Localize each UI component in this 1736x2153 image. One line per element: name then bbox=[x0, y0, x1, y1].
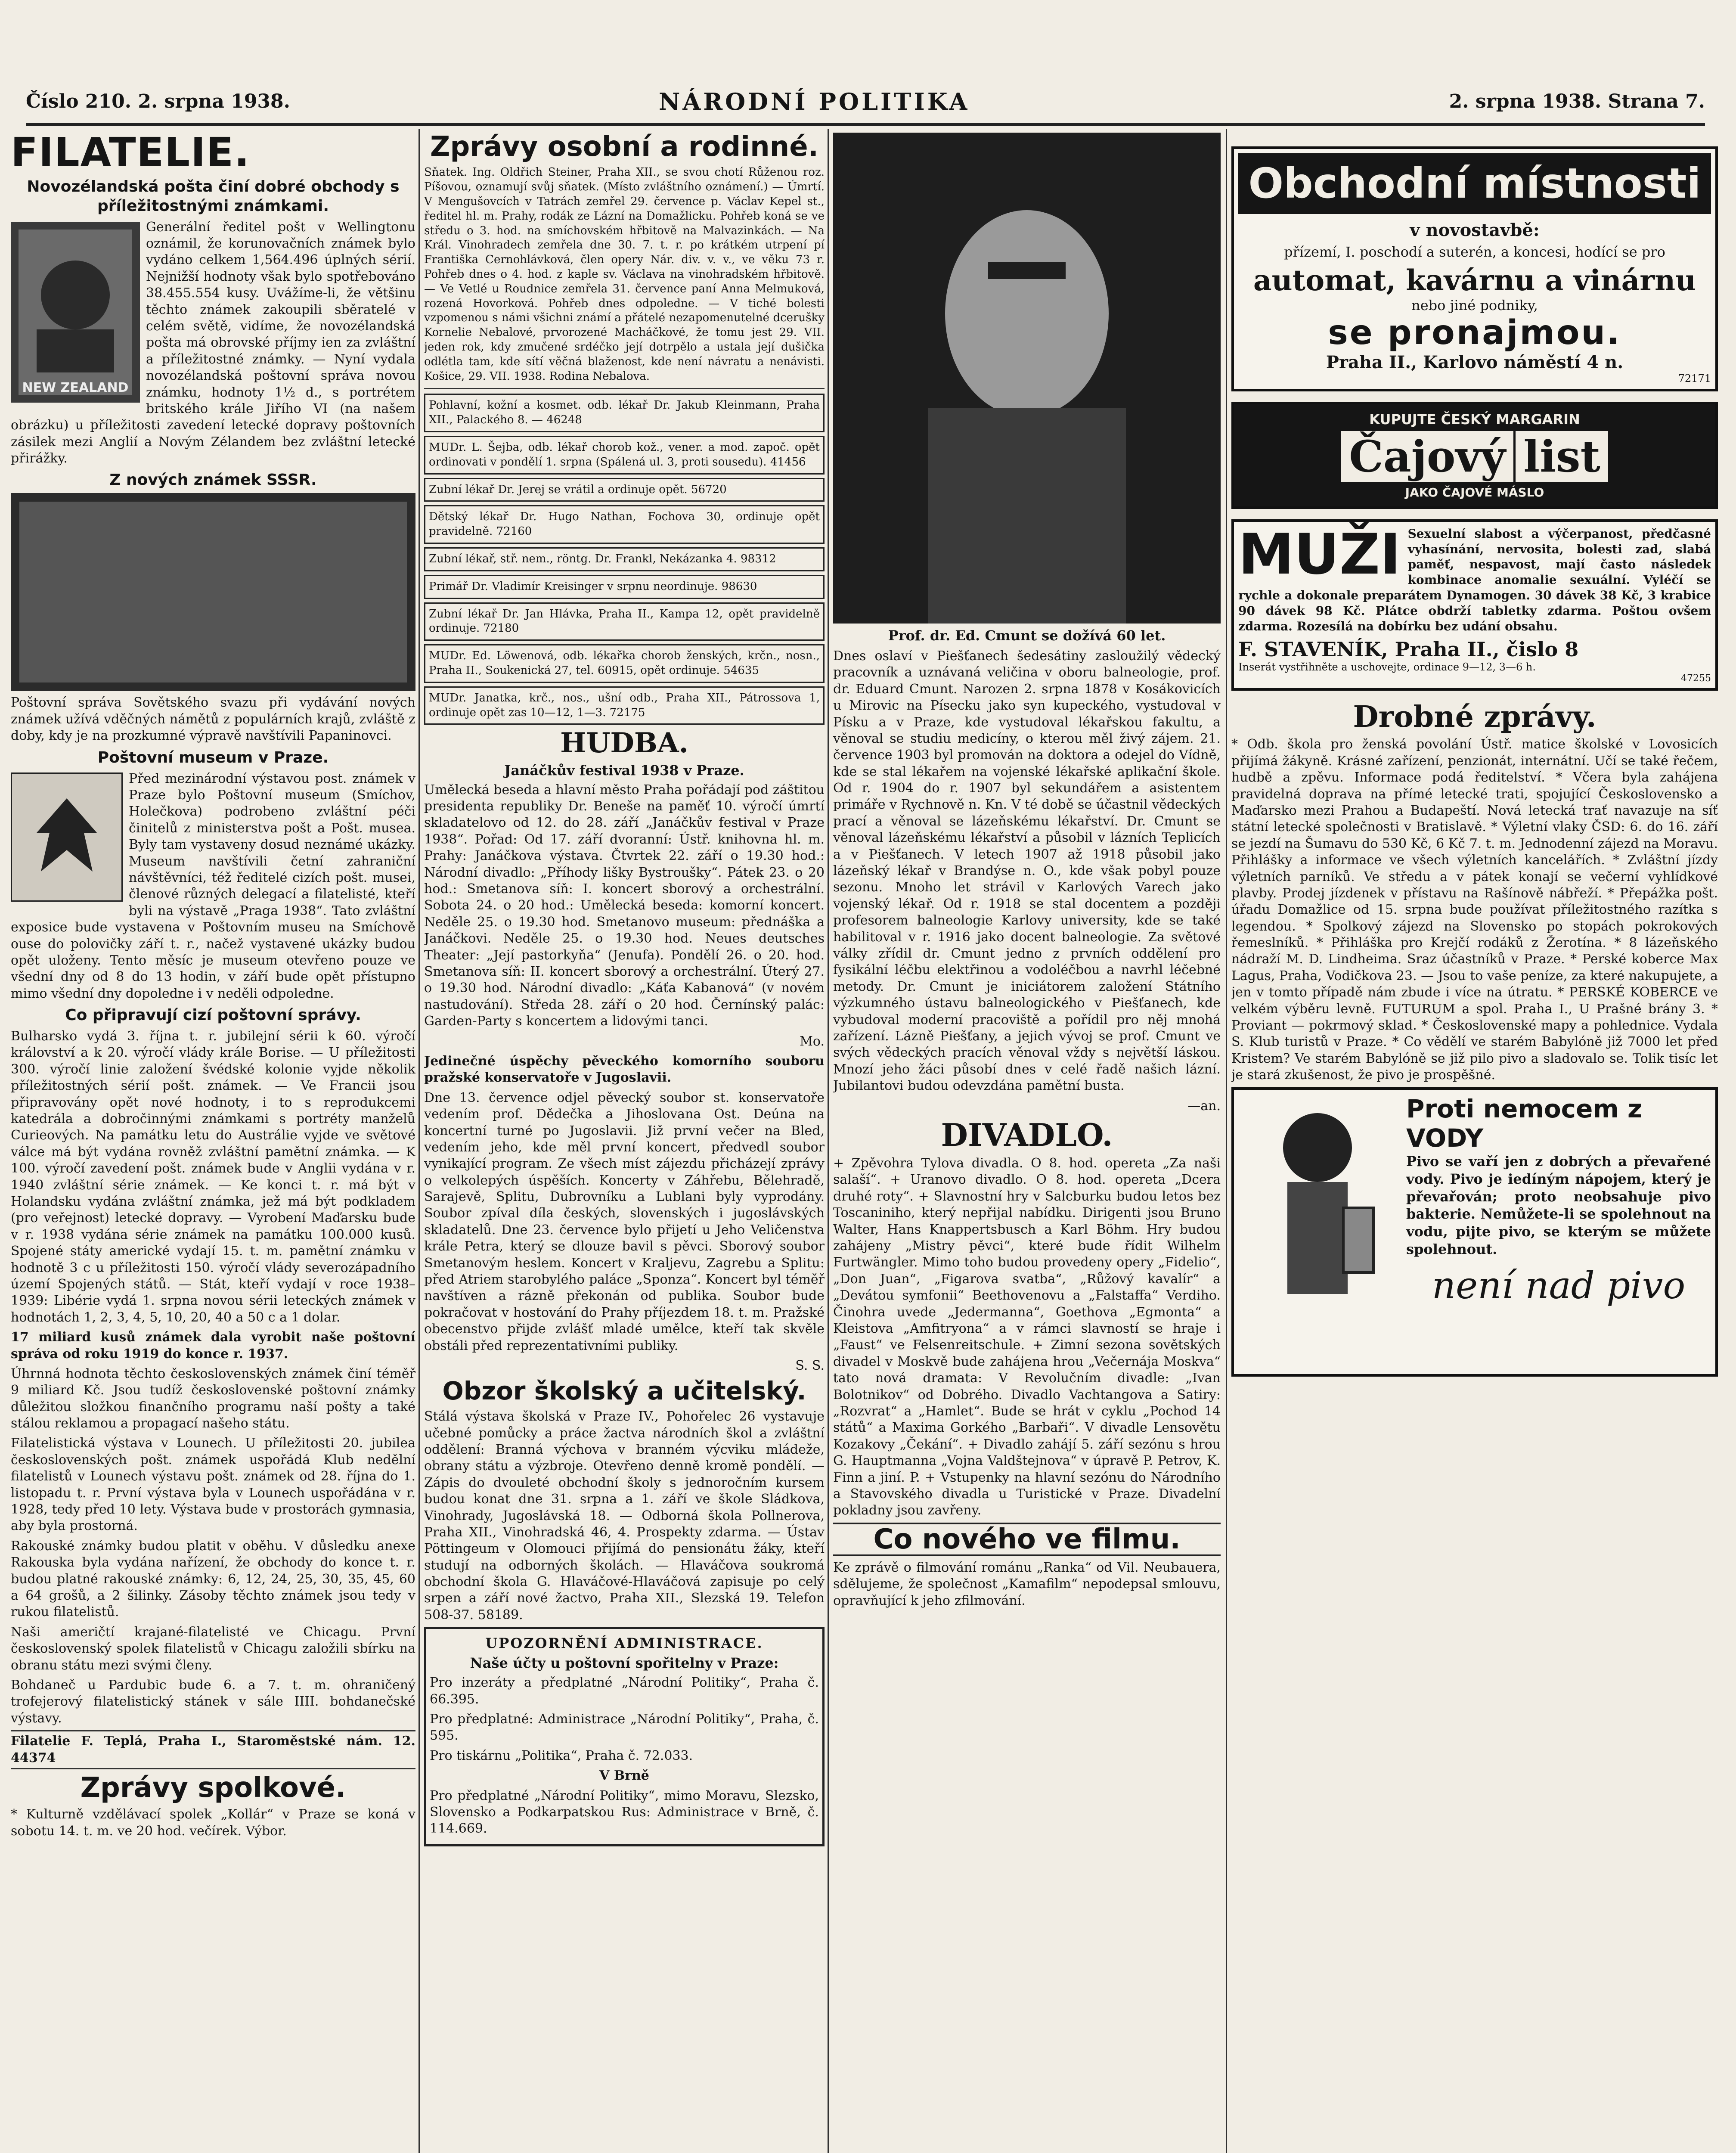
column-cmunt bbox=[833, 129, 1221, 2153]
school-text: Stálá výstava školská v Praze IV., Pohořelec 26 vystavuje učebné pomůcky a práce žactva národních škol a zvláštní oddělení: Branná výchova v branném výcviku mládeže, obrany státu a výzbroje. Otevřeno denně kromě pondělí. — Zápis do dvouleté obchodní školy s jednoročním kursem budou konat dne 31. srpna a 1. září ve škole Sládkova, Vinohrady, Jugoslávská 18. — Odborná škola Pollnerova, Praha XII., Vinohradská 46, 4. Prospekty zdarma. — Ústav Pöttingeum v Olomouci přijímá do pensionátu žáky, kteří studují na odborných školách. — Hlaváčova soukromá obchodní škola G. Hlaváčové-Hlaváčová zapisuje po celý srpen a září nové žactvo, Praha XII., Slezská 19. Telefon 508-37. 58189. bbox=[424, 1409, 825, 1623]
ad2-brand2: list bbox=[1516, 431, 1608, 482]
museum-text: Před mezinárodní výstavou post. známek v Praze bylo Poštovní museum (Smíchov, Holečkova) podrobeno zvláštní péči činitelů z ministerstva pošt a Pošt. musea. Byly tam vystaveny dosud neznámé ukázky. Museum navštívili četní zahraniční návštěvníci, též ředitelé cizích pošt. musei, členové různých delegací a filatelisté, kteří byli na výstavě „Praga 1938“. Tato zvláštní exposice bude vystavena v Poštovním museu na Smíchově ouse do polovičky září t. r., načež vystavené ukázky budou opět uloženy. Tento měsíc je museum otevřeno pouze ve všední dny od 8 do 13 hodin, v září bude opět přístupno mimo všední dny dopoledne i v neděli odpoledne. bbox=[11, 771, 415, 1001]
column-philately bbox=[11, 129, 415, 2153]
short-news-title: Drobné zprávy. bbox=[1353, 699, 1596, 734]
philately-heading: FILATELIE. bbox=[11, 129, 251, 175]
personal-title: Zprávy osobní a rodinné. bbox=[430, 131, 818, 163]
admin-sign: V Brně bbox=[599, 1768, 649, 1784]
newspaper-title: NÁRODNÍ POLITIKA bbox=[659, 88, 970, 115]
ad2-top: KUPUJTE ČESKÝ MARGARIN bbox=[1369, 411, 1580, 428]
doctor-notice: Primář Dr. Vladimír Kreisinger v srpnu neordinuje. 98630 bbox=[424, 575, 825, 599]
doctor-notice: Pohlavní, kožní a kosmet. odb. lékař Dr. Jakub Kleinmann, Praha XII., Palackého 8. — 46248 bbox=[424, 394, 825, 432]
spolky-text: * Kulturně vzdělávací spolek „Kollár“ v Praze se koná v sobotu 14. t. m. ve 20 hod. večírek. Výbor. bbox=[11, 1807, 415, 1839]
cmunt-signature: —an. bbox=[1187, 1098, 1221, 1114]
ad1-small: nebo jiné podniky, bbox=[1411, 297, 1538, 313]
ad-men bbox=[1231, 519, 1718, 691]
photo-caption: Prof. dr. Ed. Cmunt se dožívá 60 let. bbox=[888, 627, 1166, 644]
music-title: HUDBA. bbox=[560, 727, 688, 760]
ad1-sub: v novostavbě: bbox=[1410, 220, 1540, 240]
ad1-rent: se pronajmou. bbox=[1328, 313, 1621, 352]
doctor-notice: Zubní lékař, stř. nem., röntg. Dr. Frankl, Nekázanka 4. 98312 bbox=[424, 547, 825, 571]
doctor-notice: Zubní lékař Dr. Jerej se vrátil a ordinuje opět. 56720 bbox=[424, 478, 825, 502]
eagle-stamp-image bbox=[11, 772, 123, 902]
admin-notice bbox=[424, 1627, 825, 1846]
ad-margarine bbox=[1231, 402, 1718, 509]
beer-slogan: není nad pivo bbox=[1432, 1264, 1686, 1308]
foreign-title: Co připravují cizí poštovní správy. bbox=[65, 1006, 361, 1024]
column-divider bbox=[418, 129, 420, 2153]
doctor-notice: Dětský lékař Dr. Hugo Nathan, Fochova 30, ordinuje opět pravidelně. 72160 bbox=[424, 505, 825, 544]
amer-text: Naši američtí krajané-filatelisté ve Chicagu. První československý spolek filatelistů v Chicagu založili sbírku na obranu státu mezi svými členy. bbox=[11, 1624, 415, 1673]
ad3-footer: Inserát vystřihněte a uschovejte, ordinace 9—12, 3—6 h. bbox=[1238, 661, 1536, 673]
column-divider bbox=[828, 129, 829, 2153]
stamp-label: NEW ZEALAND bbox=[22, 380, 129, 395]
billion-title: 17 miliard kusů známek dala vyrobit naše poštovní správa od roku 1919 do konce r. 1937. bbox=[11, 1330, 415, 1362]
divider bbox=[424, 388, 825, 389]
beer-text: Pivo se vaří jen z dobrých a převařené vody. Pivo je iedíným nápojem, který je převařován; proto neobsahuje pivo bakterie. Nemůžete-li se spolehnout na vodu, pijte pivo, se kterým se můžete spolehnout. bbox=[1406, 1153, 1711, 1258]
theatre-text: + Zpěvohra Tylova divadla. O 8. hod. opereta „Za naši salaší“. + Uranovo divadlo. O 8. hod. opereta „Dcera druhé roty“. + Slavnostní hry v Salcburku budou letos bez Toscaniniho, který nepřijal nabídku. Dirigenti jsou Bruno Walter, Hans Knappertsbusch a Karl Böhm. Hry budou zahájeny „Mistry pěvci“, které bude řídit Wilhelm Furtwängler. Mimo toho budou provedeny opery „Fidelio“, „Don Juan“, „Figarova svatba“, „Růžový kavalír“ a „Devátou symfonii“ Beethovenovu a „Falstaffa“ Verdiho. Činohra uvede „Jedermanna“, Goethova „Egmonta“ a Kleistova „Amfitryona“ a v rámci slavností se hraje i „Faust“ ve Felsenreitschule. + Zimní sezona sovětských divadel v Moskvě bude zahájena hrou „Večernája Moskva“ tato nová dramata: V Revolučním divadle: „Ivan Bolotnikov“ od Dobrého. Divadlo Vachtangova a Satiry: „Rozvrat“ a „Hamlet“. Bude se hrát v cyklu „Pochod 14 států“ a Maxima Gorkého „Barbaři“. V divadle Lensovětu Kozakovy „Čekání“. + Divadlo zahájí 5. září sezónu s hrou G. Hauptmanna „Vojna Valdštejnova“ v úpravě P. Petrov, K. Finn a jiní. P. + Vstupenky na hlavní sezónu do Národního a Stavovského divadla u Turistické v Praze. Divadelní pokladny jsou zavřeny. bbox=[833, 1156, 1221, 1518]
masthead-rule bbox=[26, 123, 1705, 126]
ad-beer bbox=[1231, 1087, 1718, 1377]
admin-subtitle: Naše účty u poštovní spořitelny v Praze: bbox=[470, 1655, 779, 1672]
page-date: 2. srpna 1938. Strana 7. bbox=[1449, 90, 1705, 112]
doctor-notice: MUDr. L. Šejba, odb. lékař chorob kož., vener. a mod. započ. opět ordinovati v pondělí 1. srpna (Spálená ul. 3, proti sousedu). 41456 bbox=[424, 436, 825, 475]
ad3-text: Sexuelní slabost a výčerpanost, předčasné vyhasínání, nervosita, bolesti zad, slabá paměť, nespavost, mají často následek kombinace anomalie sexuální. Vyléčí se rychle a dokonale preparátem Dynamogen. 30 dávek 38 Kč, 3 krabice 90 dávek 98 Kč. Plátce obdrží tabletky zdarma. Poštou ovšem zdarma. Rozesílá na dobírku bez udání obsahu. bbox=[1238, 526, 1711, 633]
billion-text: Úhrnná hodnota těchto československých známek činí téměř 9 miliard Kč. Jsou tudíž československé poštovní známky důležitou složkou finančního programu naší pošty a také stálou reklamou a propagací našeho státu. bbox=[11, 1366, 415, 1431]
ad3-number: 47255 bbox=[1681, 673, 1711, 684]
admin-item: Pro tiskárnu „Politika“, Praha č. 72.033. bbox=[430, 1748, 693, 1763]
rakousko-text: Rakouské známky budou platit v oběhu. V důsledku anexe Rakouska byla vydána nařízení, že obchody do konce t. r. budou platné rakouské známky: 6, 12, 24, 25, 30, 35, 45, 60 a 64 grošů, a 2 šilinky. Zásoby těchto známek jsou tedy v rukou filatelistů. bbox=[11, 1538, 415, 1620]
doctor-notice: MUDr. Ed. Löwenová, odb. lékařka chorob ženských, krčn., nosn., Praha II., Soukenická 27, tel. 60915, opět ordinuje. 54635 bbox=[424, 644, 825, 683]
beer-illustration bbox=[1240, 1096, 1395, 1359]
masthead bbox=[26, 86, 1705, 116]
ad3-title: MUŽI bbox=[1238, 521, 1401, 587]
ad1-address: Praha II., Karlovo náměstí 4 n. bbox=[1326, 352, 1624, 372]
short-news-text: * Odb. škola pro ženská povolání Ústř. matice školské v Lovosicích přijímá žákyně. Krásné zařízení, penzionát, internátní. Učí se také řečem, hudbě a zpěvu. Informace podá ředitelství. * Včera byla zahájena pravidelná doprava na přímé letecké trati, spojující Československo a Maďarsko mezi Prahou a Budapeští. Nová letecká trať navazuje na síť státní letecké společnosti v Bratislavě. * Výletní vlaky ČSD: 6. do 16. září se jezdí na Šumavu do 530 Kč, 6 Kč 7. t. m. Jednodenní zájezd na Moravu. Přihlášky a informace ve všech výletních kancelářích. * Zvláštní jízdy výletních parníků. Ve středu a v pátek konají se večerní vyhlídkové plavby. Prodej jízdenek v přístavu na Rašínově nábřeží. * Přepážka pošt. úřadu Domažlice od 15. srpna bude používat příležitostného razítka s legendou. * Spolkový zájezd na Slovensko po stopách pokrokových řemeslníků. * Přihláška pro Krejčí rodáků z Žerotína. * 8 lázeňského nádraží M. D. Lindheima. Sraz účastníků v Praze. * Perské koberce Max Lagus, Praha, Vodičkova 23. — Jsou to vaše peníze, za které nakupujete, a jen v tomto případě nám zbude i více na útratu. * PERSKÉ KOBERCE ve velkém výběru levně. FUTURUM a spol. Praha I., U Prašné brány 3. * Proviant — pokrmový sklad. * Československé mapy a pohlednice. Vydala S. Klub turistů v Praze. * Co vědělí ve starém Babylóně již 7000 let před Kristem? Ve starém Babylóně se již pilo pivo a sladovalo se. Tolik tisíc let je stará zkušenost, že pivo je prospěšné. bbox=[1231, 737, 1718, 1083]
festival-title: Janáčkův festival 1938 v Praze. bbox=[504, 762, 744, 779]
doctor-notices bbox=[424, 394, 825, 725]
sssr-title: Z nových známek SSSR. bbox=[109, 471, 317, 489]
ad1-big: automat, kavárnu a vinárnu bbox=[1253, 263, 1696, 297]
ad1-title: Obchodní místnosti bbox=[1238, 153, 1711, 214]
foreign-text: Bulharsko vydá 3. října t. r. jubilejní sérii k 60. výročí království a k 20. výročí vlády krále Borise. — U příležitosti 300. výročí linie založení švédské kolonie vyjde několik příležitostných sérií pošt. známek. — Ve Francii jsou připravovány opět nové hodnoty, i to s reprodukcemi katedrála a dobročinnými známkami s portréty manželů Curieových. Na památku letu do Austrálie vyjde ve světové válce má být vydána rovněž zvláštní pamětní známka. — K 100. výročí zavedení pošt. známek bude v Anglii vydána v r. 1940 zvláštní série známek. — Ke konci t. r. má být v Holandsku vydána zvláštní známka, jež má být podkladem (pro veřejnost) letecké dopravy. — Vyrobení Maďarsku bude v r. 1938 vydána série známek na památku 100.000 kusů. Spojené státy americké vydají 15. t. m. pamětní známku v hodnotě 3 c u příležitosti 150. výročí vlády severozápadního území Spojených států. — Stát, kteří vydají v roce 1938–1939: Libérie vydá 1. srpna novou sérii leteckých známek v hodnotách 1, 2, 3, 4, 5, 10, 20, 40 a 50 c a 1 dolar. bbox=[11, 1029, 415, 1325]
admin-item: Pro předplatné „Národní Politiky“, mimo Moravu, Slezsko, Slovensko a Podkarpatskou Rus: Administrace v Brně, č. 114.669. bbox=[430, 1788, 819, 1837]
cmunt-text: Dnes oslaví v Piešťanech šedesátiny zasloužilý vědecký pracovník a uznávaná veličina v oboru balneologie, prof. dr. Eduard Cmunt. Narozen 2. srpna 1878 v Kosákovicích u Mirovic na Písecku jako syn kupeckého, vystudoval v Písku a v Praze, kde vystudoval lékařskou fakultu, a věnoval se studiu medicíny, o kterou měl živý zájem. 21. července 1903 byl promován na doktora a odejel do Vídně, kde se stal lékařem na vojenské lékařské aplikační škole. Od r. 1904 do r. 1907 byl sekundářem a asistentem primáře v Rychnově n. Kn. V té době se účastnil vědeckých prací a věnoval se lázeňskému lékařství. Dr. Cmunt se věnoval lázeňskému lékařství a působil v lázních Teplicích a v Piešťanech. V letech 1907 až 1918 působil jako lázeňský lékař v Brandýse n. O., kde však pobyl pouze sezonu. Mnoho let strávil v Karlových Varech jako vojenský lékař. Od r. 1918 se stal docentem a později profesorem balneologie Karlovy university, kde se také habilitoval v r. 1916 jako docent balneologie. Za světové války zřídil dr. Cmunt jedno z prvních oddělení pro fysikální léčbu elektřinou a vodoléčbou a navrhl léčebné metody. Dr. Cmunt je iniciátorem založení Státního výzkumného ústavu balneologického v Piešťanech, kde vybudoval moderní pracoviště a pořídil pro něj mnohá zařízení. Lázně Piešťany, a jejich vývoj se prof. Cmunt ve svých vědeckých pracích věnoval vždy s největší láskou. Mnozí jeho žáci působí dnes v celé řadě našich lázní. Jubilantovi budou odevzdána pamětní busta. bbox=[833, 648, 1221, 1094]
sssr-text: Poštovní správa Sovětského svazu při vydávání nových známek užívá vděčných námětů z populárních krajů, zvláště z doby, kdy je na prozkumné výpravě navštívili Papaninovci. bbox=[11, 695, 415, 744]
spolky-title: Zprávy spolkové. bbox=[80, 1771, 346, 1804]
singers-title: Jedinečné úspěchy pěveckého komorního souboru pražské konservatoře v Jugoslavii. bbox=[424, 1053, 825, 1086]
ad1-number: 72171 bbox=[1678, 372, 1711, 385]
theatre-title: DIVADLO. bbox=[941, 1116, 1113, 1153]
ad2-brand1: Čajový bbox=[1341, 431, 1513, 482]
nz-text: Generální ředitel pošt v Wellingtonu oznámil, že korunovačních známek bylo vydáno celkem 1,564.496 úplných sérií. Nejnižší hodnoty však bylo spotřebováno 38.455.554 kusy. Uvážíme-li, že většinu těchto známek zakoupili sběratelé v celém světě, vidíme, že novozélandská pošta má obrovské příjmy ien za zvláštní a příležitostné známky. — Nyní vydala novozélandská poštovní správa novou známku, hodnoty 1½ d., s portrétem britského krále Jiřího VI (na našem obrázku) u příležitosti zavedení letecké dopravy poštovních zásilek mezi Anglií a Novým Zélandem bez zvláštní letecké přirážky. bbox=[11, 219, 415, 466]
admin-item: Pro inzeráty a předplatné „Národní Politiky“, Praha č. 66.395. bbox=[430, 1675, 819, 1707]
column-divider bbox=[1226, 129, 1227, 2153]
admin-title: UPOZORNĚNÍ ADMINISTRACE. bbox=[485, 1635, 763, 1652]
club-text: Filatelistická výstava v Lounech. U příležitosti 20. jubilea československých pošt. známek uspořádá Klub nedělní filatelistů v Lounech výstavu pošt. známek od 28. října do 1. listopadu t. r. První výstava byla v Lounech uspořádána v r. 1928, tedy před 10 lety. Výstava bude v prostorách gymnasia, aby byla prostorná. bbox=[11, 1436, 415, 1534]
philately-ad: Filatelie F. Teplá, Praha I., Staroměstské nám. 12. 44374 bbox=[11, 1730, 415, 1769]
singers-text: Dne 13. července odjel pěvecký soubor st. konservatoře vedením prof. Dědečka a Jihoslovana Ost. Deúna na koncertní turné po Jugoslavii. Již první večer na Bled, vedením jeho, kde měl první koncert, předvedl soubor vynikající program. Ze všech míst zájezdu přicházejí zprávy o velkolepých úspěších. Koncerty v Záhřebu, Bělehradě, Sarajevě, Splitu, Dubrovníku a Lublani byly vyprodány. Soubor zpíval díla českých, slovenských i jugoslávských skladatelů. Dne 23. července bylo přijetí u Jeho Veličenstva krále Petra, který se dlouze bavil s pěvci. Sborový soubor Smetanovým heslem. Koncert v Kraljevu, Zagrebu a Splitu: před Atriem starobylého paláce „Sponza“. Koncert byl téměř navštíven a rázně překonán od publika. Soubor bude pokračovat v hostování do Prahy příjezdem 18. t. m. Pražské obecenstvo přijde zvlášť mladé umělce, kteří tak skvěle obstáli před reprezentativními publiky. bbox=[424, 1090, 825, 1353]
nz-stamp-image bbox=[11, 222, 140, 403]
museum-title: Poštovní museum v Praze. bbox=[97, 748, 329, 766]
school-title: Obzor školský a učitelský. bbox=[442, 1376, 806, 1406]
festival-text: Umělecká beseda a hlavní město Praha pořádají pod záštitou presidenta republiky Dr. Beneše na paměť 10. výročí úmrtí skladatelovo od 12. do 28. září „Janáčkův festival v Praze 1938“. Pořad: Od 17. září dvoranní: Ústř. knihovna hl. m. Prahy: Janáčkova výstava. Čtvrtek 22. září o 19.30 hod.: Národní divadlo: „Příhody lišky Bystroušky“. Pátek 23. o 20 hod.: Smetanova síň: I. koncert sborový a orchestrální. Sobota 24. o 20 hod.: Umělecká beseda: komorní koncert. Neděle 25. o 19.30 hod. Smetanovo museum: přednáška a Janáčkovi. Neděle 25. o 19.30 hod. Neues deutsches Theater: „Její pastorkyňa“ (Jenufa). Pondělí 26. o 20. hod. Smetanova síň: II. koncert sborový a orchestrální. Úterý 27. o 19.30 hod. Národní divadlo: „Káťa Kabanová“ (v novém nastudování). Středa 28. září o 20 hod. Černínský palác: Garden-Party s koncertem a lidovými tanci. bbox=[424, 782, 825, 1029]
festival-signature: Mo. bbox=[800, 1033, 825, 1049]
column-ads bbox=[1231, 129, 1718, 2153]
column-personal bbox=[424, 129, 825, 2153]
sssr-stamps-image bbox=[11, 493, 415, 691]
pardubice-text: Bohdaneč u Pardubic bude 6. a 7. t. m. ohraničený trofejerový filatelistický stánek v sále IIII. bohdanečské výstavy. bbox=[11, 1677, 415, 1726]
film-title: Co nového ve filmu. bbox=[833, 1523, 1221, 1556]
ad1-text: přízemí, I. poschodí a suterén, a koncesi, hodící se pro bbox=[1284, 243, 1665, 260]
singers-signature: S. S. bbox=[795, 1358, 825, 1373]
doctor-notice: MUDr. Janatka, krč., nos., ušní odb., Praha XII., Pátrossova 1, ordinuje opět zas 10—12, 1—3. 72175 bbox=[424, 686, 825, 725]
issue-number: Číslo 210. 2. srpna 1938. bbox=[26, 90, 290, 112]
ad3-firm: F. STAVENÍK, Praha II., čislo 8 bbox=[1238, 637, 1579, 661]
doctor-notice: Zubní lékař Dr. Jan Hlávka, Praha II., Kampa 12, opět pravidelně ordinuje. 72180 bbox=[424, 602, 825, 641]
personal-text: Sňatek. Ing. Oldřich Steiner, Praha XII., se svou chotí Růženou roz. Píšovou, oznamují svůj sňatek. (Místo zvláštního oznámení.) — Úmrtí. V Mengušovcích v Tatrách zemřel 29. července p. Václav Kepel st., ředitel hl. m. Prahy, rodák ze Lázní na Domažlicku. Pohřeb koná se ve středu o 3. hod. na smíchovském hřbitově na Malvazinkách. — Na Král. Vinohradech zemřela dne 30. 7. t. r. po krátkém utrpení pí Františka Cernohlávková, člen opery Nár. div. v. v., ve věku 73 r. Pohřeb dnes o 4. hod. z kaple sv. Václava na vinohradském hřbitově. — Ve Vetlé u Roudnice zemřela 31. července paní Anna Melmuková, rozená Hovorková. Pohřeb dnes odpoledne. — V tiché bolesti vzpomenou s námi všichni známí a přátelé nezapomenutelné dcerušky Kornelie Nebalové, prvorozené Macháčkové, že tomu jest 29. VII. jeden rok, kdy zmučené srdéčko její dotrpělo a ustala její dušička odlétla tam, kde sítí věčná blaženost, kde není návratu a nenávisti. Košice, 29. VII. 1938. Rodina Nebalova. bbox=[424, 166, 825, 383]
ad-business-premises bbox=[1231, 146, 1718, 391]
ad2-sub: JAKO ČAJOVÉ MÁSLO bbox=[1405, 485, 1544, 499]
admin-item: Pro předplatné: Administrace „Národní Politiky“, Praha, č. 595. bbox=[430, 1712, 819, 1743]
nz-title: Novozélandská pošta činí dobré obchody s příležitostnými známkami. bbox=[27, 177, 400, 215]
beer-title: Proti nemocem z VODY bbox=[1406, 1094, 1642, 1153]
cmunt-portrait bbox=[833, 133, 1221, 624]
film-text: Ke zprávě o filmování románu „Ranka“ od Vil. Neubauera, sdělujeme, že společnost „Kamafilm“ nepodepsal smlouvu, opravňující k jeho zfilmování. bbox=[833, 1560, 1221, 1608]
